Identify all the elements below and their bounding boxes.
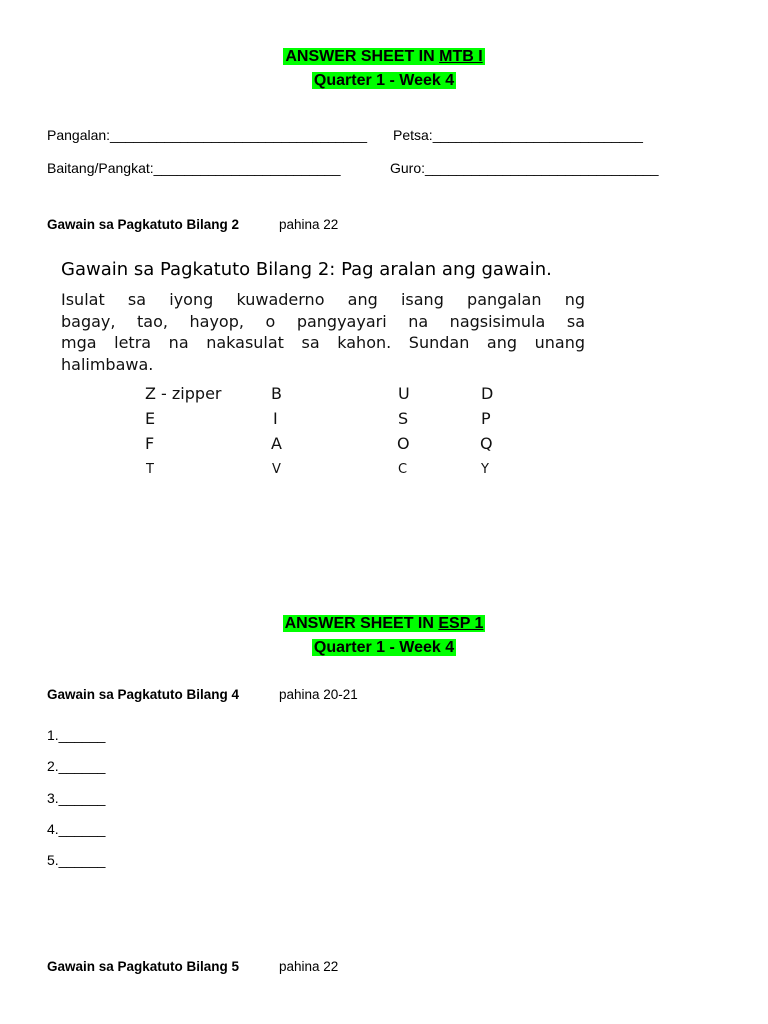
letter-cell: U (398, 384, 410, 403)
guro-field[interactable]: Guro:______________________________ (390, 160, 659, 176)
letter-cell: A (271, 434, 282, 453)
answer-line-4[interactable]: 4.______ (47, 821, 106, 837)
instruction-line: Isulat sa iyong kuwaderno ang isang pangalan ng (61, 290, 585, 309)
petsa-field[interactable]: Petsa:___________________________ (393, 127, 643, 143)
activity-2-page: pahina 22 (279, 217, 339, 232)
worksheet-heading: Gawain sa Pagkatuto Bilang 2: Pag aralan ang gawain. (61, 259, 552, 280)
esp-title (0, 614, 768, 634)
worksheet-instructions (61, 289, 585, 375)
letter-cell: P (481, 409, 491, 428)
letter-cell: T (146, 462, 154, 477)
letter-cell: Q (480, 434, 493, 453)
letter-cell: O (397, 434, 410, 453)
activity-2-label: Gawain sa Pagkatuto Bilang 2 (47, 217, 240, 232)
letter-cell: V (272, 462, 281, 477)
activity-4-label: Gawain sa Pagkatuto Bilang 4 (47, 687, 240, 702)
answer-line-1[interactable]: 1.______ (47, 727, 106, 743)
activity-4-page: pahina 20-21 (279, 687, 358, 702)
mtb-title-prefix: ANSWER SHEET IN (285, 48, 440, 65)
letter-example: Z - zipper (145, 384, 222, 403)
activity-5-label: Gawain sa Pagkatuto Bilang 5 (47, 959, 240, 974)
mtb-quarter: Quarter 1 - Week 4 (313, 72, 455, 89)
esp-quarter: Quarter 1 - Week 4 (313, 639, 455, 656)
letter-cell: D (481, 384, 494, 403)
mtb-title (0, 47, 768, 67)
letter-cell: F (145, 434, 155, 453)
letter-cell: Y (481, 462, 489, 477)
pangalan-field[interactable]: Pangalan:_________________________________ (47, 127, 367, 143)
activity-5-page: pahina 22 (279, 959, 339, 974)
esp-title-prefix: ANSWER SHEET IN (284, 615, 439, 632)
instruction-line: halimbawa. (61, 354, 154, 374)
letter-cell: B (271, 384, 282, 403)
letter-cell: I (273, 409, 278, 428)
letter-cell: E (145, 409, 156, 428)
instruction-line: bagay, tao, hayop, o pangyayari na nagsisimula sa (61, 311, 585, 331)
baitang-pangkat-field[interactable]: Baitang/Pangkat:________________________ (47, 160, 341, 176)
mtb-title-subject: MTB I (439, 48, 483, 65)
answer-line-3[interactable]: 3.______ (47, 790, 106, 806)
esp-title-subject: ESP 1 (438, 615, 484, 632)
answer-line-2[interactable]: 2.______ (47, 758, 106, 774)
answer-line-5[interactable]: 5.______ (47, 852, 106, 868)
instruction-line: mga letra na nakasulat sa kahon. Sundan ang unang (61, 333, 585, 352)
letter-cell: C (398, 462, 408, 477)
letter-cell: S (398, 409, 409, 428)
